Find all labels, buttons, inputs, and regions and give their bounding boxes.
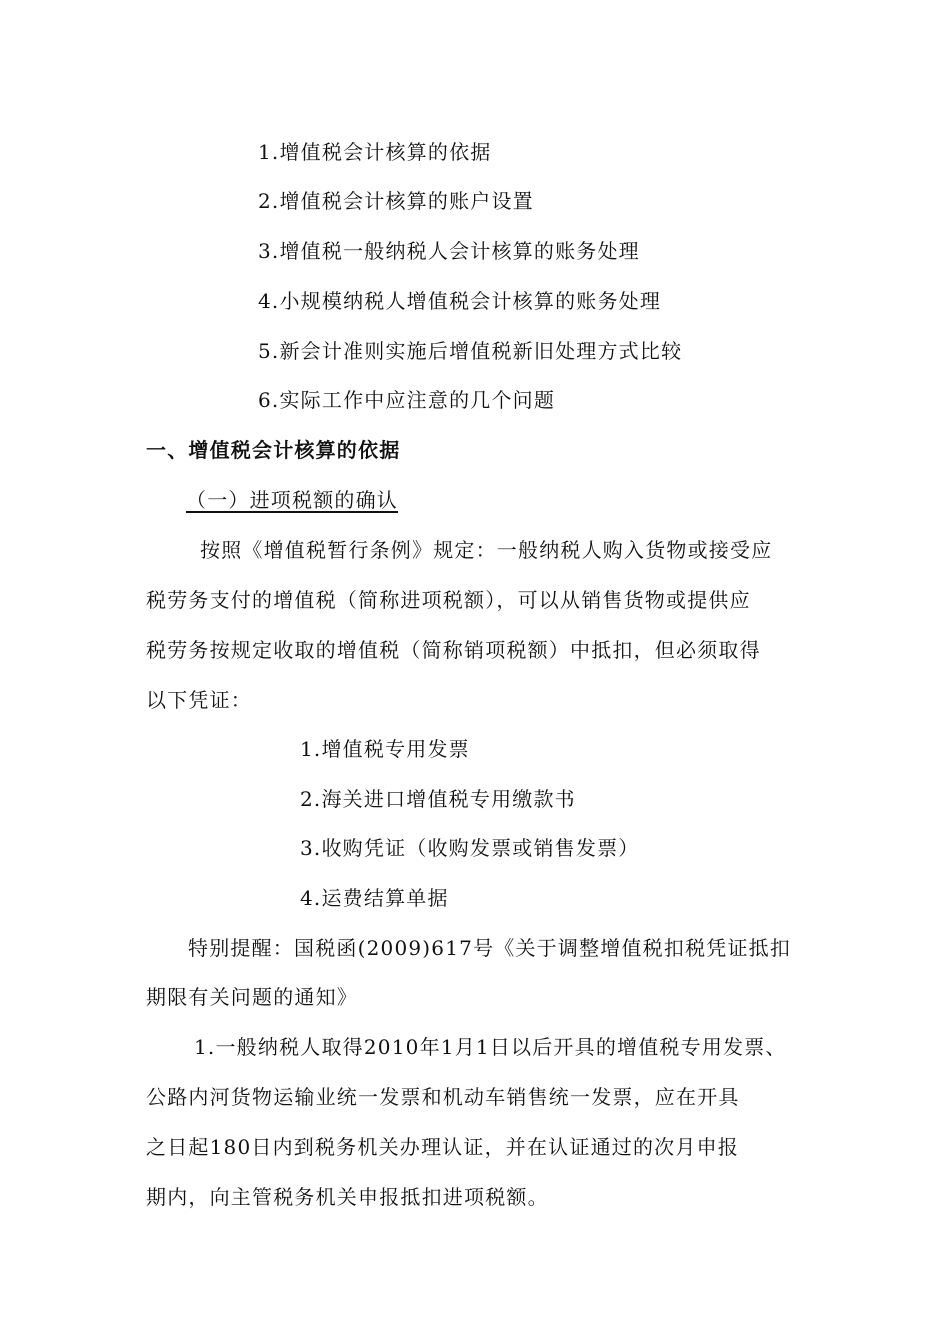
toc-item: 5.新会计准则实施后增值税新旧处理方式比较 bbox=[258, 339, 683, 363]
reminder-line: 特别提醒：国税函(2009)617号《关于调整增值税扣税凭证抵扣 bbox=[188, 936, 792, 960]
rule-line: 之日起180日内到税务机关办理认证，并在认证通过的次月申报 bbox=[146, 1135, 739, 1159]
rule-line: 期内，向主管税务机关申报抵扣进项税额。 bbox=[146, 1185, 549, 1209]
paragraph-line: 税劳务支付的增值税（简称进项税额），可以从销售货物或提供应 bbox=[146, 588, 751, 612]
toc-item: 1.增值税会计核算的依据 bbox=[258, 140, 492, 164]
voucher-item: 2.海关进口增值税专用缴款书 bbox=[300, 787, 576, 811]
voucher-item: 1.增值税专用发票 bbox=[300, 737, 470, 761]
paragraph-line: 税劳务按规定收取的增值税（简称销项税额）中抵扣，但必须取得 bbox=[146, 638, 761, 662]
toc-item: 6.实际工作中应注意的几个问题 bbox=[258, 388, 556, 412]
toc-item: 4.小规模纳税人增值税会计核算的账务处理 bbox=[258, 289, 662, 313]
toc-item: 3.增值税一般纳税人会计核算的账务处理 bbox=[258, 239, 640, 263]
subsection-heading: （一）进项税额的确认 bbox=[186, 488, 398, 512]
section-heading: 一、增值税会计核算的依据 bbox=[146, 438, 401, 462]
toc-item: 2.增值税会计核算的账户设置 bbox=[258, 189, 534, 213]
voucher-item: 3.收购凭证（收购发票或销售发票） bbox=[300, 836, 640, 860]
paragraph-line: 按照《增值税暂行条例》规定：一般纳税人购入货物或接受应 bbox=[200, 538, 773, 562]
paragraph-line: 以下凭证： bbox=[146, 688, 252, 712]
voucher-item: 4.运费结算单据 bbox=[300, 886, 449, 910]
reminder-line: 期限有关问题的通知》 bbox=[146, 985, 358, 1009]
rule-line: 公路内河货物运输业统一发票和机动车销售统一发票，应在开具 bbox=[146, 1085, 740, 1109]
rule-line: 1.一般纳税人取得2010年1月1日以后开具的增值税专用发票、 bbox=[194, 1035, 787, 1059]
